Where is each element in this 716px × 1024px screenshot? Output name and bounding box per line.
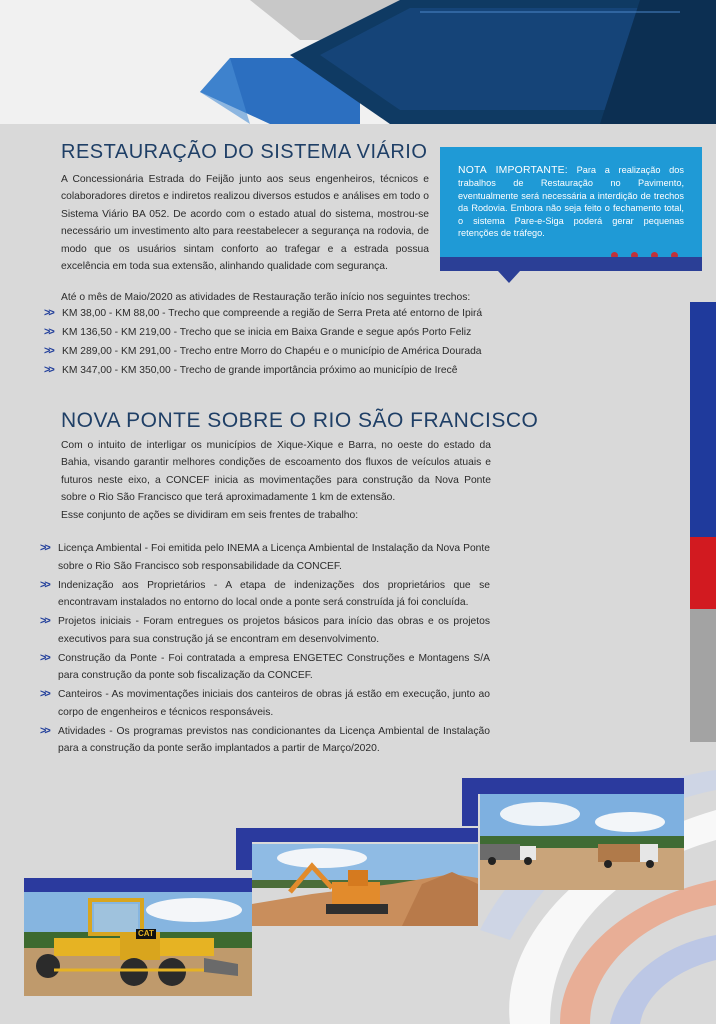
restauracao-lead: Até o mês de Maio/2020 as atividades de Restauração terão início nos seguintes trechos: (61, 292, 471, 303)
ponte-lead: Esse conjunto de ações se dividiram em seis frentes de trabalho: (61, 510, 359, 521)
ponte-fronts-list (40, 540, 490, 759)
restauracao-list (44, 304, 504, 380)
restauracao-intro: A Concessionária Estrada do Feijão junto aos seus engenheiros, técnicos e colaboradores diretos e indiretos realizou diversos estudos e análises em todo o Sistema Viário BA 052. De acordo com o estado atual do sistema, mostrou-se necessário um investimento alto para reestabelecer a segurança na rodovia, de modo que os usuários sintam conforto ao trafegar e a estrada possua excelência em toda sua extensão, alinhando qualidade com segurança. (61, 174, 429, 273)
grader-brand-badge: CAT (138, 929, 154, 938)
header-band (0, 0, 716, 124)
photo-grader (24, 892, 252, 996)
grader-image (24, 892, 252, 996)
list-item: >> Canteiros - As movimentações iniciais dos canteiros de obras já estão em execução, junto ao corpo de engenheiros e técnicos responsáveis. (40, 688, 490, 718)
double-chevron-icon: >> (40, 578, 49, 591)
double-chevron-icon: >> (40, 688, 49, 700)
photo-excavator (252, 844, 478, 926)
section-title-restauracao: RESTAURAÇÃO DO SISTEMA VIÁRIO (61, 141, 428, 163)
double-chevron-icon: >> (44, 345, 53, 357)
list-item: >> KM 289,00 - KM 291,00 - Trecho entre Morro do Chapéu e o município de América Dourada (44, 342, 504, 361)
excavator-image (252, 844, 478, 926)
double-chevron-icon: >> (44, 307, 53, 319)
section-title-ponte: NOVA PONTE SOBRE O RIO SÃO FRANCISCO (61, 409, 539, 432)
note-text: NOTA IMPORTANTE: Para a realização dos trabalhos de Restauração no Pavimento, eventualmente será necessária a interdição de trechos da Rodovia. Embora não seja feito o fechamento total, o sistema Pare-e-Siga poderá gerar pequenas retenções de tráfego. (458, 165, 684, 239)
right-bar-gray (690, 609, 716, 742)
double-chevron-icon: >> (40, 615, 49, 627)
header-graphic (0, 0, 716, 124)
double-chevron-icon: >> (40, 724, 49, 737)
right-bar-navy (690, 302, 716, 537)
list-item: >> Projetos iniciais - Foram entregues os projetos básicos para início das obras e os projetos executivos para sua construção já se encontram em desenvolvimento. (40, 615, 490, 645)
list-item: >> KM 347,00 - KM 350,00 - Trecho de grande importância próximo ao município de Irecê (44, 361, 504, 380)
note-strip (440, 257, 702, 271)
list-item: >> Licença Ambiental - Foi emitida pelo INEMA a Licença Ambiental de Instalação da Nova Ponte sobre o Rio São Francisco sob responsabilidade da CONCEF. (40, 542, 490, 572)
note-pointer-icon (498, 271, 520, 283)
trucks-image (480, 794, 684, 890)
list-item: >> KM 38,00 - KM 88,00 - Trecho que compreende a região de Serra Preta até entorno de Ipirá (44, 304, 504, 323)
list-item: >> Indenização aos Proprietários - A etapa de indenizações dos proprietários que se encontravam instalados no entorno do local onde a ponte será construída já foi concluída. (40, 578, 490, 608)
right-bar-red (690, 537, 716, 609)
list-item: >> Construção da Ponte - Foi contratada a empresa ENGETEC Construções e Montagens S/A para construção da ponte sob fiscalização da CONCEF. (40, 651, 490, 681)
ponte-intro: Com o intuito de interligar os municípios de Xique-Xique e Barra, no oeste do estado da Bahia, visando garantir melhores condições de escoamento dos fluxos de veículos atuais e futuros neste eixo, a CONCEF inicia as movimentações para construção da Nova Ponte sobre o Rio São Francisco que terá aproximadamente 1 km de extensão. (61, 440, 491, 504)
note-box (440, 147, 702, 271)
double-chevron-icon: >> (40, 542, 49, 554)
double-chevron-icon: >> (40, 651, 49, 664)
list-item: >> Atividades - Os programas previstos nas condicionantes da Licença Ambiental de Instalação para a construção da ponte serão implantados a partir de Março/2020. (40, 724, 490, 754)
double-chevron-icon: >> (44, 364, 53, 376)
list-item: >> KM 136,50 - KM 219,00 - Trecho que se inicia em Baixa Grande e segue após Porto Feliz (44, 323, 504, 342)
photo-trucks (480, 794, 684, 890)
double-chevron-icon: >> (44, 326, 53, 338)
